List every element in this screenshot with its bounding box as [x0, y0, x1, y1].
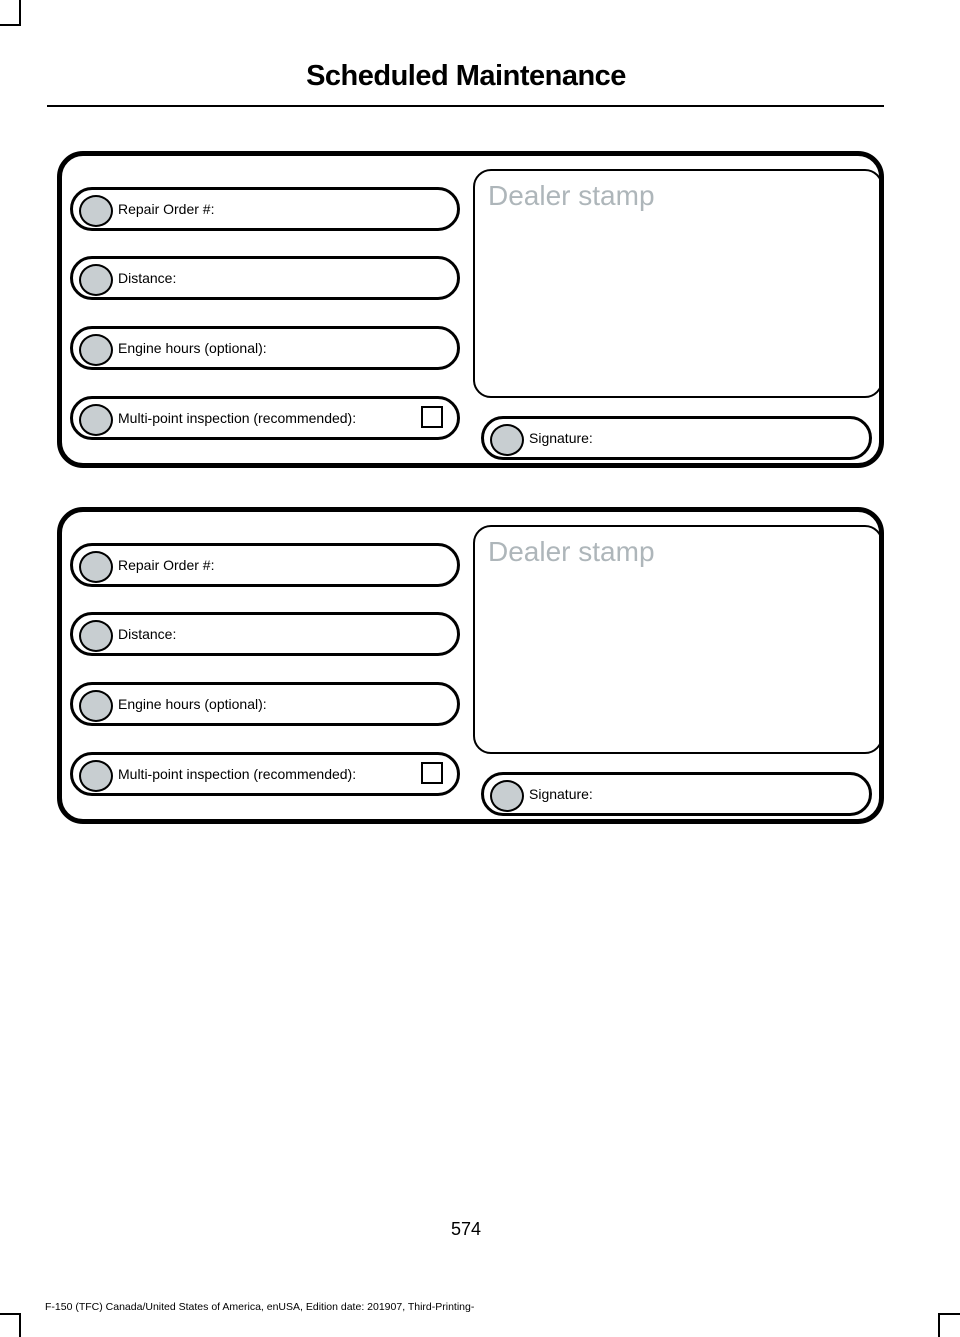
field-label: Multi-point inspection (recommended):	[118, 766, 357, 782]
entry-circle-icon	[79, 264, 113, 296]
crop-mark	[0, 24, 21, 26]
crop-mark	[938, 1313, 940, 1337]
field-label: Signature:	[529, 786, 593, 802]
field-label: Repair Order #:	[118, 201, 215, 217]
inspection-checkbox[interactable]	[421, 762, 443, 784]
field-label: Engine hours (optional):	[118, 340, 267, 356]
header-rule	[47, 105, 884, 107]
inspection-field[interactable]	[70, 396, 460, 440]
dealer-stamp-box	[473, 169, 883, 398]
entry-circle-icon	[79, 404, 113, 436]
entry-circle-icon	[79, 760, 113, 792]
dealer-stamp-box	[473, 525, 883, 754]
entry-circle-icon	[490, 424, 524, 456]
field-label: Signature:	[529, 430, 593, 446]
repair-order-field[interactable]	[70, 543, 460, 587]
engine-hours-field[interactable]	[70, 326, 460, 370]
field-label: Multi-point inspection (recommended):	[118, 410, 357, 426]
crop-mark	[19, 1313, 21, 1337]
page-number: 574	[450, 1219, 482, 1239]
entry-circle-icon	[79, 620, 113, 652]
field-label: Distance:	[118, 626, 177, 642]
engine-hours-field[interactable]	[70, 682, 460, 726]
entry-circle-icon	[79, 195, 113, 227]
field-label: Distance:	[118, 270, 177, 286]
crop-mark	[938, 1313, 960, 1315]
crop-mark	[19, 0, 21, 26]
inspection-checkbox[interactable]	[421, 406, 443, 428]
page-title: Scheduled Maintenance	[306, 60, 626, 92]
dealer-stamp-label: Dealer stamp	[488, 180, 655, 211]
inspection-field[interactable]	[70, 752, 460, 796]
maintenance-record-card	[57, 507, 884, 824]
distance-field[interactable]	[70, 256, 460, 300]
dealer-stamp-label: Dealer stamp	[488, 536, 655, 567]
signature-field[interactable]	[481, 416, 872, 460]
edition-footer: F-150 (TFC) Canada/United States of America, enUSA, Edition date: 201907, Third-Printing-	[45, 1301, 475, 1313]
entry-circle-icon	[79, 690, 113, 722]
field-label: Repair Order #:	[118, 557, 215, 573]
entry-circle-icon	[79, 334, 113, 366]
distance-field[interactable]	[70, 612, 460, 656]
maintenance-record-card	[57, 151, 884, 468]
entry-circle-icon	[490, 780, 524, 812]
field-label: Engine hours (optional):	[118, 696, 267, 712]
repair-order-field[interactable]	[70, 187, 460, 231]
signature-field[interactable]	[481, 772, 872, 816]
crop-mark	[0, 1313, 21, 1315]
entry-circle-icon	[79, 551, 113, 583]
